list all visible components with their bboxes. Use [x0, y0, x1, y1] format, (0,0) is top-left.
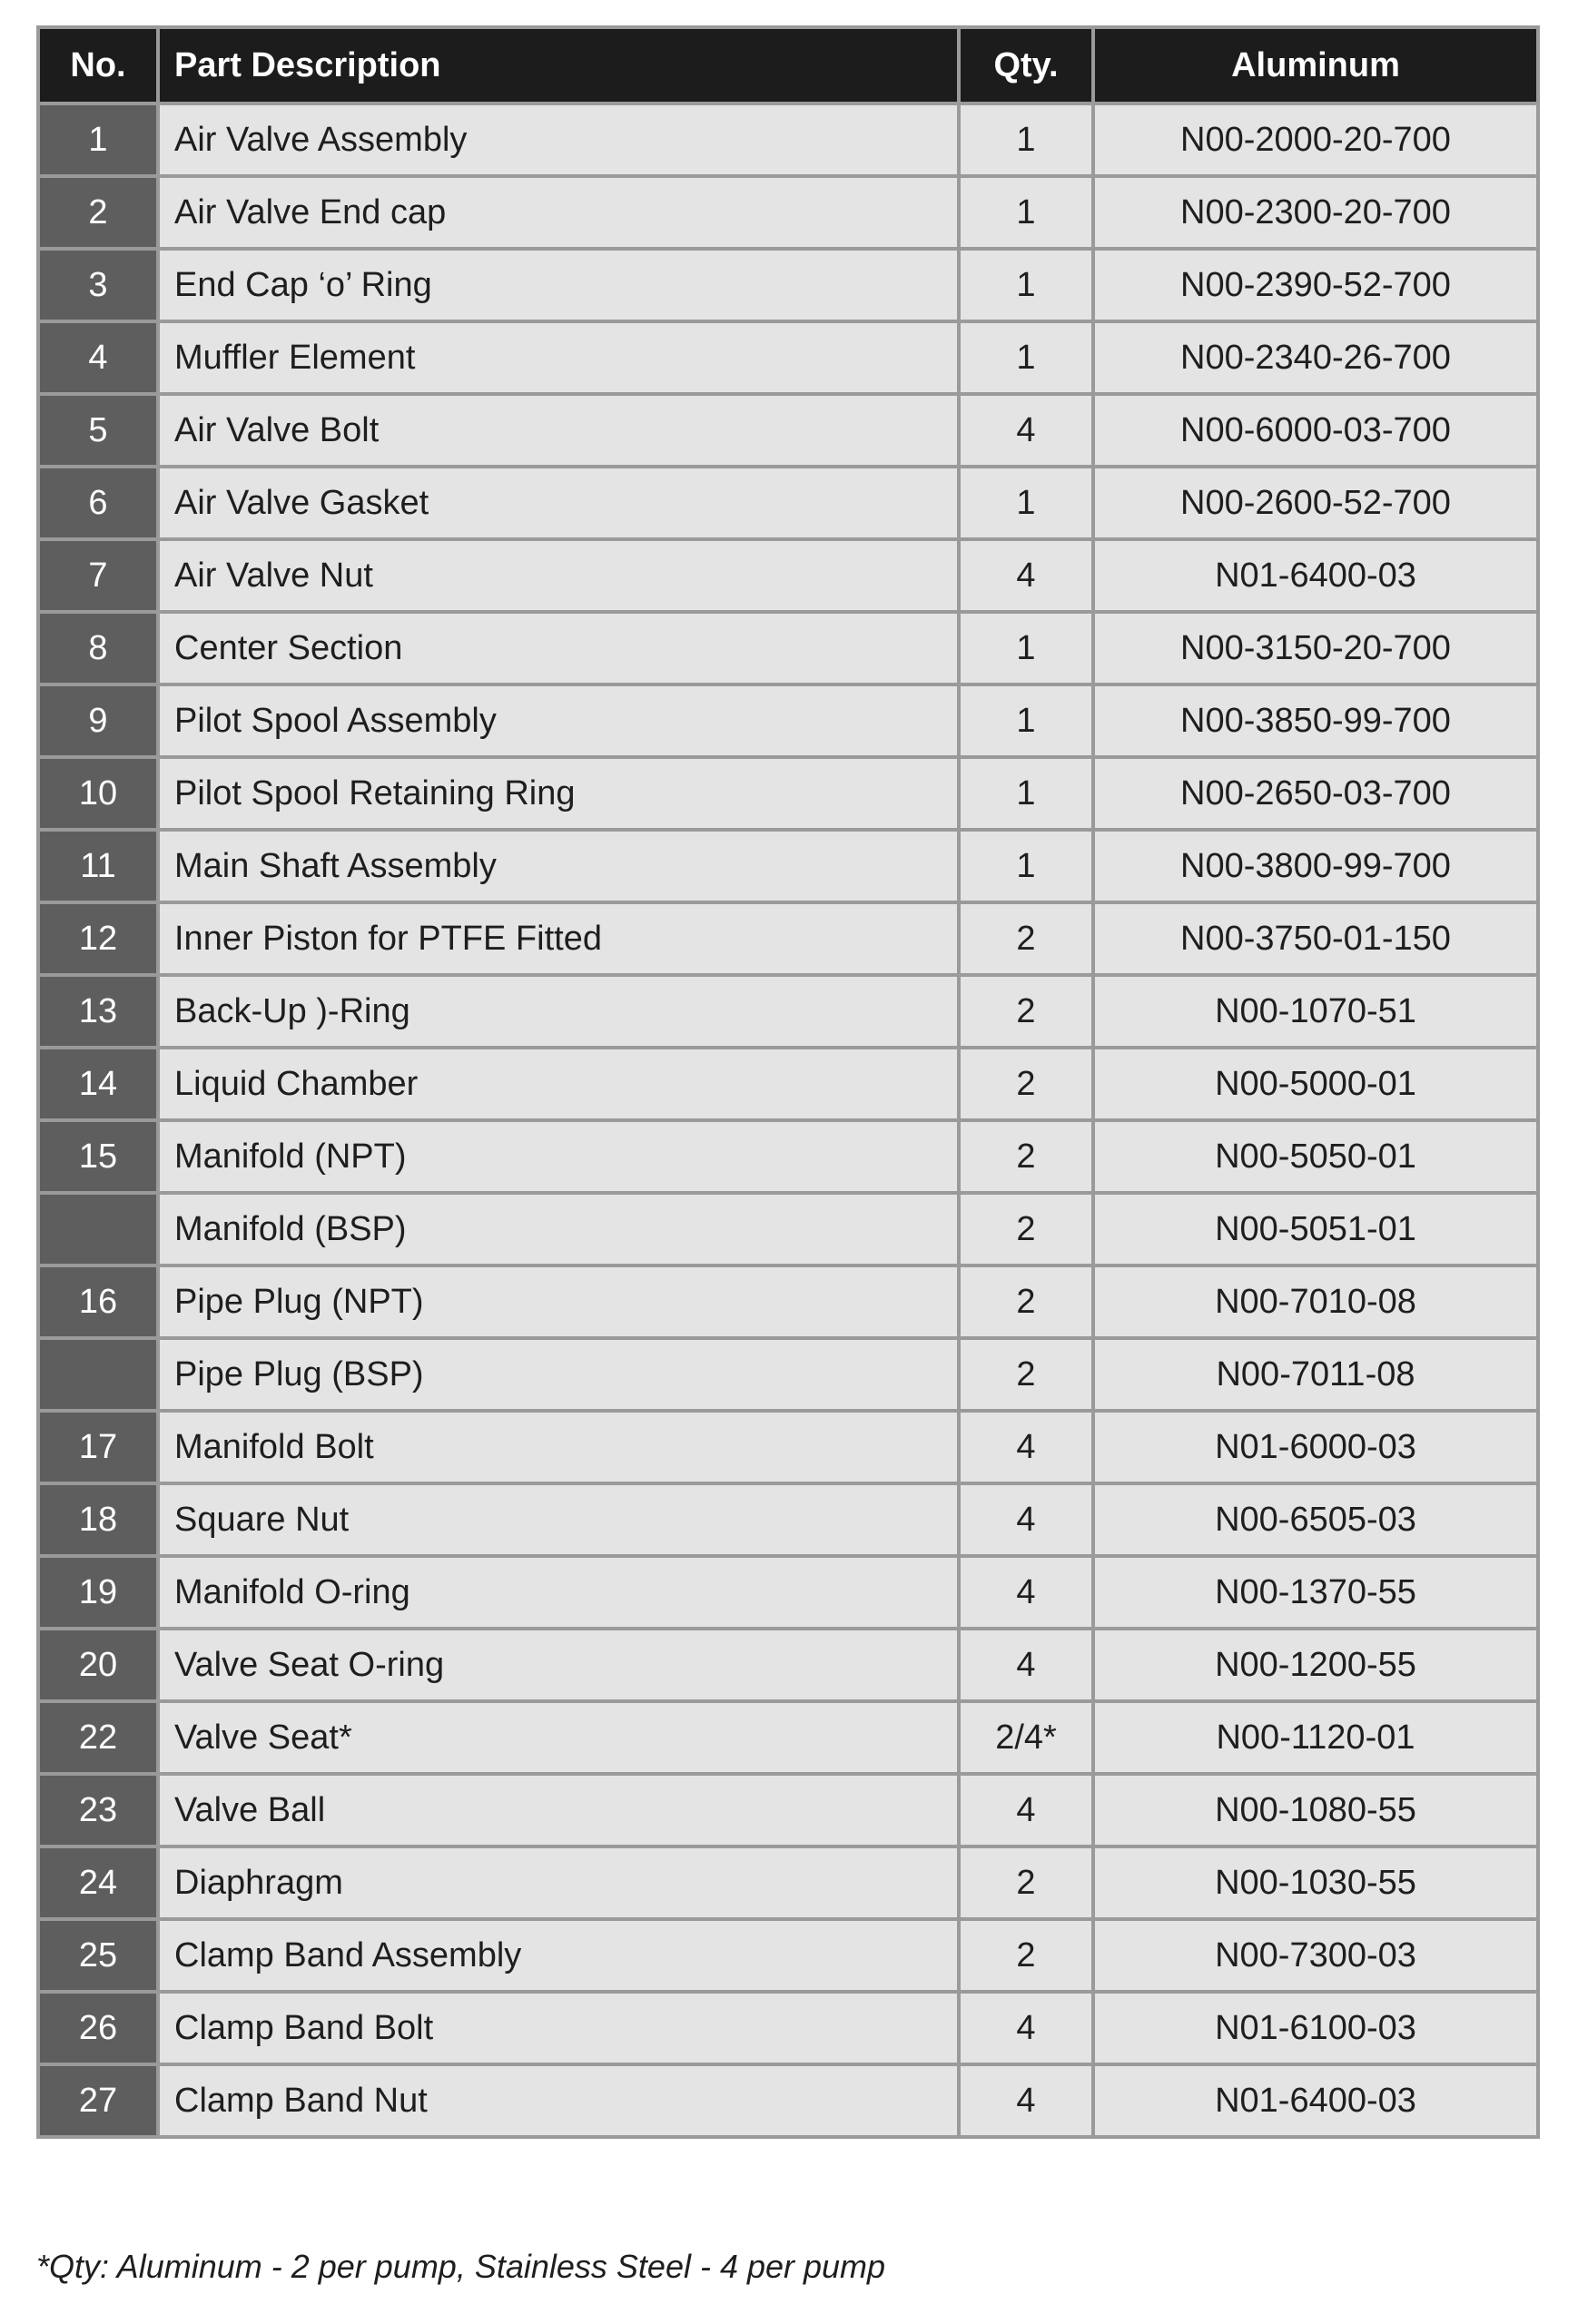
table-row: [38, 1338, 1538, 1411]
aluminum-part-number-cell: N00-1030-55: [1093, 1846, 1538, 1919]
part-number-cell: [38, 1193, 158, 1265]
aluminum-part-number-cell: N01-6400-03: [1093, 539, 1538, 612]
part-description-cell: Clamp Band Nut: [158, 2064, 959, 2137]
part-description-cell: Valve Ball: [158, 1774, 959, 1846]
quantity-cell: 1: [959, 684, 1093, 757]
part-number-cell: 3: [38, 249, 158, 321]
part-description-cell: Valve Seat*: [158, 1701, 959, 1774]
quantity-cell: 2: [959, 1338, 1093, 1411]
part-number-cell: 27: [38, 2064, 158, 2137]
part-description-cell: Diaphragm: [158, 1846, 959, 1919]
part-description-cell: Muffler Element: [158, 321, 959, 394]
quantity-cell: 2: [959, 975, 1093, 1048]
quantity-cell: 4: [959, 539, 1093, 612]
part-number-cell: 24: [38, 1846, 158, 1919]
table-row: [38, 1919, 1538, 1992]
quantity-cell: 4: [959, 394, 1093, 467]
quantity-cell: 4: [959, 1629, 1093, 1701]
quantity-cell: 2: [959, 1120, 1093, 1193]
quantity-cell: 2: [959, 902, 1093, 975]
quantity-cell: 2/4*: [959, 1701, 1093, 1774]
part-description-cell: Valve Seat O-ring: [158, 1629, 959, 1701]
part-number-cell: 4: [38, 321, 158, 394]
part-number-cell: 6: [38, 467, 158, 539]
part-description-cell: Inner Piston for PTFE Fitted: [158, 902, 959, 975]
aluminum-part-number-cell: N00-2600-52-700: [1093, 467, 1538, 539]
table-row: [38, 467, 1538, 539]
table-row: [38, 1483, 1538, 1556]
quantity-cell: 1: [959, 103, 1093, 176]
table-row: [38, 975, 1538, 1048]
table-row: [38, 2064, 1538, 2137]
table-row: [38, 902, 1538, 975]
quantity-cell: 1: [959, 830, 1093, 902]
table-row: [38, 249, 1538, 321]
aluminum-part-number-cell: N00-5051-01: [1093, 1193, 1538, 1265]
header-row: [38, 27, 1538, 103]
table-row: [38, 1846, 1538, 1919]
part-number-cell: 19: [38, 1556, 158, 1629]
part-number-cell: 12: [38, 902, 158, 975]
part-number-cell: 18: [38, 1483, 158, 1556]
table-body: [38, 103, 1538, 2137]
part-description-cell: Main Shaft Assembly: [158, 830, 959, 902]
quantity-cell: 1: [959, 176, 1093, 249]
part-description-cell: Manifold O-ring: [158, 1556, 959, 1629]
part-description-cell: Clamp Band Bolt: [158, 1992, 959, 2064]
aluminum-part-number-cell: N00-2340-26-700: [1093, 321, 1538, 394]
quantity-cell: 4: [959, 1411, 1093, 1483]
aluminum-part-number-cell: N00-2390-52-700: [1093, 249, 1538, 321]
part-description-cell: Air Valve Assembly: [158, 103, 959, 176]
part-description-cell: Air Valve Bolt: [158, 394, 959, 467]
part-number-cell: [38, 1338, 158, 1411]
part-description-cell: Manifold Bolt: [158, 1411, 959, 1483]
table-row: [38, 1629, 1538, 1701]
part-description-cell: End Cap ‘o’ Ring: [158, 249, 959, 321]
part-number-cell: 10: [38, 757, 158, 830]
quantity-cell: 2: [959, 1048, 1093, 1120]
part-number-cell: 17: [38, 1411, 158, 1483]
table-row: [38, 394, 1538, 467]
quantity-cell: 1: [959, 467, 1093, 539]
part-description-cell: Pilot Spool Assembly: [158, 684, 959, 757]
table-row: [38, 1120, 1538, 1193]
part-description-cell: Air Valve Nut: [158, 539, 959, 612]
table-row: [38, 757, 1538, 830]
aluminum-part-number-cell: N01-6100-03: [1093, 1992, 1538, 2064]
part-number-cell: 22: [38, 1701, 158, 1774]
aluminum-part-number-cell: N00-1070-51: [1093, 975, 1538, 1048]
table-header: [38, 27, 1538, 103]
aluminum-part-number-cell: N00-2300-20-700: [1093, 176, 1538, 249]
table-row: [38, 1265, 1538, 1338]
table-row: [38, 103, 1538, 176]
part-description-cell: Pilot Spool Retaining Ring: [158, 757, 959, 830]
part-description-cell: Clamp Band Assembly: [158, 1919, 959, 1992]
part-number-cell: 7: [38, 539, 158, 612]
table-row: [38, 1411, 1538, 1483]
header-qty: Qty.: [959, 27, 1093, 103]
part-description-cell: Manifold (BSP): [158, 1193, 959, 1265]
table-row: [38, 1556, 1538, 1629]
part-description-cell: Pipe Plug (BSP): [158, 1338, 959, 1411]
aluminum-part-number-cell: N00-2000-20-700: [1093, 103, 1538, 176]
quantity-cell: 1: [959, 612, 1093, 684]
aluminum-part-number-cell: N00-1370-55: [1093, 1556, 1538, 1629]
aluminum-part-number-cell: N00-3750-01-150: [1093, 902, 1538, 975]
part-number-cell: 9: [38, 684, 158, 757]
part-description-cell: Air Valve Gasket: [158, 467, 959, 539]
quantity-cell: 4: [959, 1556, 1093, 1629]
quantity-cell: 2: [959, 1919, 1093, 1992]
part-number-cell: 8: [38, 612, 158, 684]
quantity-cell: 4: [959, 1774, 1093, 1846]
table-row: [38, 1992, 1538, 2064]
quantity-cell: 1: [959, 757, 1093, 830]
table-row: [38, 1193, 1538, 1265]
quantity-cell: 1: [959, 249, 1093, 321]
table-row: [38, 830, 1538, 902]
table-row: [38, 321, 1538, 394]
header-no: No.: [38, 27, 158, 103]
part-description-cell: Back-Up )-Ring: [158, 975, 959, 1048]
aluminum-part-number-cell: N00-7011-08: [1093, 1338, 1538, 1411]
aluminum-part-number-cell: N01-6000-03: [1093, 1411, 1538, 1483]
part-description-cell: Manifold (NPT): [158, 1120, 959, 1193]
part-number-cell: 11: [38, 830, 158, 902]
part-description-cell: Air Valve End cap: [158, 176, 959, 249]
quantity-cell: 4: [959, 2064, 1093, 2137]
parts-table: [36, 25, 1540, 2139]
footnote: *Qty: Aluminum - 2 per pump, Stainless Steel - 4 per pump: [36, 2248, 886, 2285]
part-number-cell: 1: [38, 103, 158, 176]
aluminum-part-number-cell: N00-7010-08: [1093, 1265, 1538, 1338]
aluminum-part-number-cell: N00-5000-01: [1093, 1048, 1538, 1120]
table-row: [38, 1048, 1538, 1120]
aluminum-part-number-cell: N00-6000-03-700: [1093, 394, 1538, 467]
aluminum-part-number-cell: N00-3850-99-700: [1093, 684, 1538, 757]
aluminum-part-number-cell: N00-7300-03: [1093, 1919, 1538, 1992]
aluminum-part-number-cell: N00-6505-03: [1093, 1483, 1538, 1556]
table-row: [38, 539, 1538, 612]
part-description-cell: Center Section: [158, 612, 959, 684]
aluminum-part-number-cell: N00-5050-01: [1093, 1120, 1538, 1193]
table-row: [38, 1701, 1538, 1774]
aluminum-part-number-cell: N01-6400-03: [1093, 2064, 1538, 2137]
aluminum-part-number-cell: N00-3150-20-700: [1093, 612, 1538, 684]
part-description-cell: Liquid Chamber: [158, 1048, 959, 1120]
part-number-cell: 13: [38, 975, 158, 1048]
table-row: [38, 176, 1538, 249]
part-description-cell: Pipe Plug (NPT): [158, 1265, 959, 1338]
part-number-cell: 26: [38, 1992, 158, 2064]
quantity-cell: 2: [959, 1846, 1093, 1919]
aluminum-part-number-cell: N00-1200-55: [1093, 1629, 1538, 1701]
table-row: [38, 684, 1538, 757]
table-row: [38, 1774, 1538, 1846]
quantity-cell: 4: [959, 1992, 1093, 2064]
part-number-cell: 15: [38, 1120, 158, 1193]
quantity-cell: 2: [959, 1265, 1093, 1338]
header-part-description: Part Description: [158, 27, 959, 103]
part-number-cell: 16: [38, 1265, 158, 1338]
quantity-cell: 2: [959, 1193, 1093, 1265]
quantity-cell: 1: [959, 321, 1093, 394]
part-number-cell: 23: [38, 1774, 158, 1846]
aluminum-part-number-cell: N00-1120-01: [1093, 1701, 1538, 1774]
table-row: [38, 612, 1538, 684]
part-number-cell: 20: [38, 1629, 158, 1701]
aluminum-part-number-cell: N00-1080-55: [1093, 1774, 1538, 1846]
part-number-cell: 25: [38, 1919, 158, 1992]
part-number-cell: 2: [38, 176, 158, 249]
part-number-cell: 14: [38, 1048, 158, 1120]
aluminum-part-number-cell: N00-2650-03-700: [1093, 757, 1538, 830]
part-number-cell: 5: [38, 394, 158, 467]
header-aluminum: Aluminum: [1093, 27, 1538, 103]
part-description-cell: Square Nut: [158, 1483, 959, 1556]
quantity-cell: 4: [959, 1483, 1093, 1556]
aluminum-part-number-cell: N00-3800-99-700: [1093, 830, 1538, 902]
